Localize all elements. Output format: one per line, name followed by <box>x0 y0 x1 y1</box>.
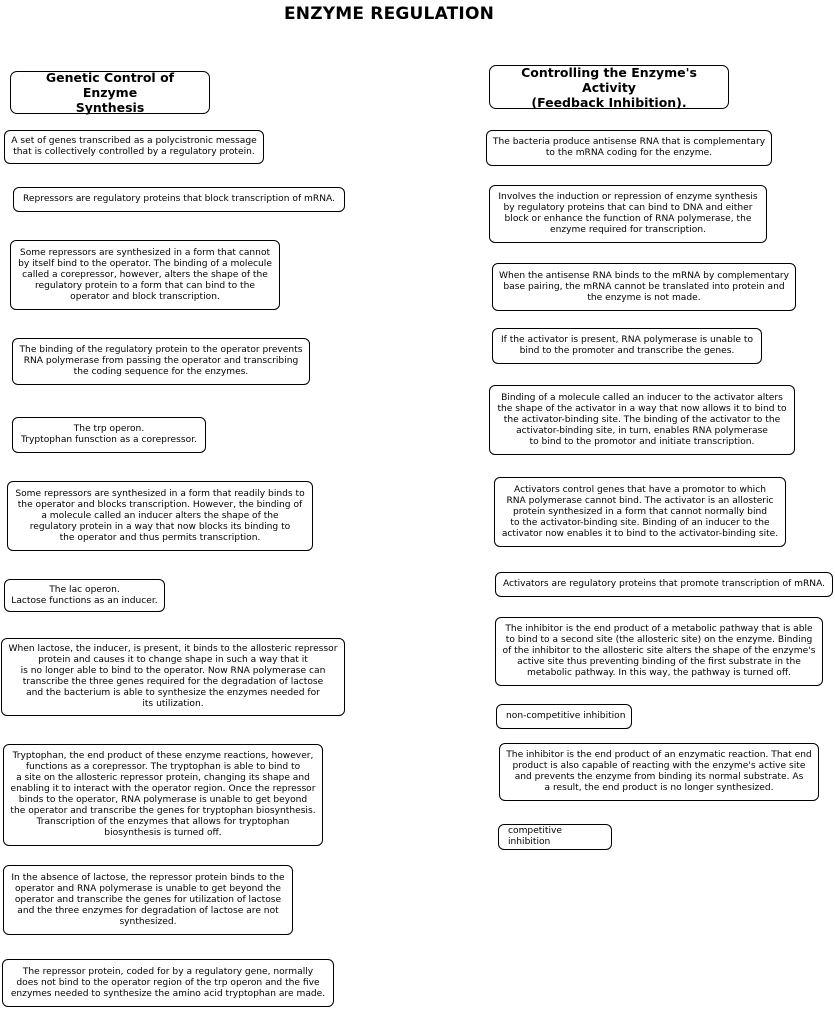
card-non-competitive-inhibition[interactable]: non-competitive inhibition <box>496 704 632 729</box>
card-repressors-definition[interactable]: Repressors are regulatory proteins that block transcription of mRNA. <box>13 187 345 212</box>
card-polycistronic[interactable]: A set of genes transcribed as a polycistronic message that is collectively controlled by a regulatory protein. <box>4 130 264 164</box>
card-active-site-inhibitor[interactable]: The inhibitor is the end product of an enzymatic reaction. That end product is also capable of reacting with the enzyme's active site and prevents the enzyme from binding its normal substrate. As a result, the end product is no longer synthesized. <box>499 743 819 801</box>
card-inducer-binding[interactable]: Some repressors are synthesized in a form that readily binds to the operator and blocks transcription. However, the binding of a molecule called an inducer alters the shape of the regulatory protein in a way that now blocks its binding to the operator and thus permits transcription. <box>7 481 313 551</box>
card-allosteric-inhibitor[interactable]: The inhibitor is the end product of a metabolic pathway that is able to bind to a second site (the allosteric site) on the enzyme. Binding of the inhibitor to the allosteric site alters the shape of the enzyme's active site thus preventing binding of the first substrate in the metabolic pathway. In this way, the pathway is turned off. <box>495 617 823 686</box>
card-repressor-protein-trp[interactable]: The repressor protein, coded for by a regulatory gene, normally does not bind to the operator region of the trp operon and the five enzymes needed to synthesize the amino acid tryptophan are made. <box>2 959 334 1007</box>
card-tryptophan-corepressor[interactable]: Tryptophan, the end product of these enzyme reactions, however, functions as a corepressor. The tryptophan is able to bind to a site on the allosteric repressor protein, changing its shape and enabling it to interact with the operator region. Once the repressor binds to the operator, RNA polymerase is unable to get beyond the operator and transcribe the genes for tryptophan biosynthesis. Transcription of the enzymes that allows for tryptophan biosynthesis is turned off. <box>3 744 323 846</box>
card-activators-definition[interactable]: Activators are regulatory proteins that promote transcription of mRNA. <box>495 572 833 597</box>
card-lac-operon[interactable]: The lac operon. Lactose functions as an inducer. <box>4 579 165 612</box>
right-column-header[interactable]: Controlling the Enzyme's Activity (Feedback Inhibition). <box>489 65 729 109</box>
card-lactose-present[interactable]: When lactose, the inducer, is present, it binds to the allosteric repressor protein and causes it to change shape in such a way that it is no longer able to bind to the operator. Now RNA polymerase can transcribe the three genes required for the degradation of lactose and the bacterium is able to synthesize the enzymes needed for its utilization. <box>1 638 345 716</box>
card-induction-repression[interactable]: Involves the induction or repression of enzyme synthesis by regulatory proteins that can bind to DNA and either block or enhance the function of RNA polymerase, the enzyme required for transcription. <box>489 185 767 243</box>
card-antisense-rna[interactable]: The bacteria produce antisense RNA that is complementary to the mRNA coding for the enzyme. <box>486 130 772 166</box>
card-operator-blocks-polymerase[interactable]: The binding of the regulatory protein to the operator prevents RNA polymerase from passing the operator and transcribing the coding sequence for the enzymes. <box>12 338 310 385</box>
card-trp-operon[interactable]: The trp operon. Tryptophan funsction as a corepressor. <box>12 417 206 453</box>
card-lactose-absent[interactable]: In the absence of lactose, the repressor protein binds to the operator and RNA polymerase is unable to get beyond the operator and transcribe the genes for utilization of lactose and the three enzymes for degradation of lactose are not synthesized. <box>3 865 293 935</box>
card-activators-control[interactable]: Activators control genes that have a promotor to which RNA polymerase cannot bind. The activator is an allosteric protein synthesized in a form that cannot normally bind to the activator-binding site. Binding of an inducer to the activator now enables it to bind to the activator-binding site. <box>494 477 786 547</box>
card-activator-present[interactable]: If the activator is present, RNA polymerase is unable to bind to the promoter and transcribe the genes. <box>492 328 762 364</box>
left-column-header[interactable]: Genetic Control of Enzyme Synthesis <box>10 71 210 114</box>
card-inducer-activator[interactable]: Binding of a molecule called an inducer to the activator alters the shape of the activator in a way that now allows it to bind to the activator-binding site. The binding of the activator to the activator-binding site, in turn, enables RNA polymerase to bind to the promotor and initiate transcription. <box>489 385 795 455</box>
card-corepressor-binding[interactable]: Some repressors are synthesized in a form that cannot by itself bind to the operator. The binding of a molecule called a corepressor, however, alters the shape of the regulatory protein to a form that can bind to the operator and block transcription. <box>10 240 280 310</box>
card-antisense-binding[interactable]: When the antisense RNA binds to the mRNA by complementary base pairing, the mRNA cannot be translated into protein and the enzyme is not made. <box>492 263 796 311</box>
card-competitive-inhibition[interactable]: competitive inhibition <box>498 824 612 850</box>
page-title: ENZYME REGULATION <box>283 4 495 24</box>
